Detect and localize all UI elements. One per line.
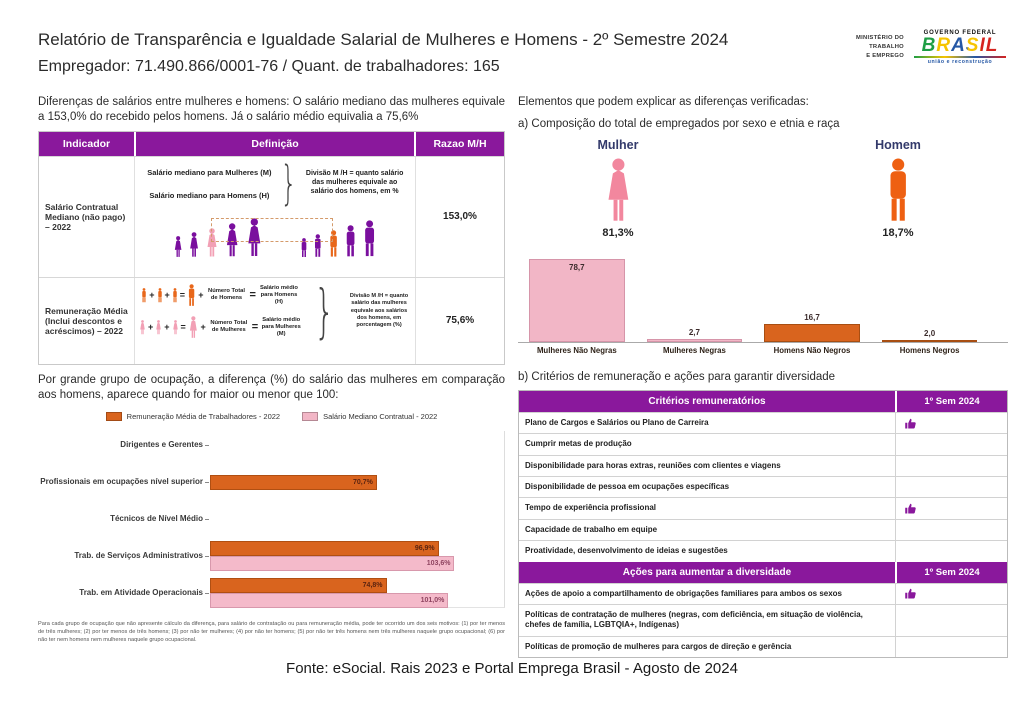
chart-footnote: Para cada grupo de ocupação que não apresente cálculo da diferença, para salário de contratação ou para remuneração média, pode ter ocorrido um dos seis motivos: (1) por ter menos de três mulheres; (2) por ter menos de três homens; (3) por não ter mulheres; (4) por não ter homens; (5) por não ter três homens nem três mulheres naquele grupo ocupacional; (6) por não ter nem homens nem mulheres naquele grupo ocupacional. xyxy=(38,620,505,643)
bar-value-label: 78,7 xyxy=(569,263,585,273)
col-header-indicador: Indicador xyxy=(62,137,111,150)
woman-icon-large xyxy=(188,316,199,339)
criteria-row-status xyxy=(895,434,1007,454)
brasil-logo: BRASIL xyxy=(921,35,999,56)
criteria-row-label: Plano de Cargos e Salários ou Plano de Carreira xyxy=(525,417,709,427)
woman-icon xyxy=(188,232,200,258)
gov-logo-tagline: união e reconstrução xyxy=(927,59,993,65)
ratio-value: 153,0% xyxy=(443,211,477,223)
occupation-row xyxy=(38,538,505,575)
axis-tick xyxy=(205,445,209,446)
occupation-plot xyxy=(210,541,505,571)
occupation-label: Trab. de Serviços Administrativos xyxy=(74,551,203,561)
criteria-title: b) Critérios de remuneração e ações para garantir diversidade xyxy=(518,370,836,383)
criteria-row-status xyxy=(895,541,1007,561)
criteria-table xyxy=(518,390,1008,658)
women-salary-label: Salário médio para Mulheres (M) xyxy=(261,316,301,337)
indicator-table xyxy=(38,131,505,365)
median-men-label: Salário mediano para Homens (H) xyxy=(149,190,270,200)
occupation-bar-chart xyxy=(38,427,505,612)
indicator-table-header xyxy=(39,132,504,156)
criteria-row-status xyxy=(895,584,1007,604)
man-icon xyxy=(157,288,163,303)
bar-pink: 103,6% xyxy=(210,556,454,571)
bar-orange: 96,9% xyxy=(210,541,439,556)
bar-category-label: Mulheres Não Negras xyxy=(536,345,617,355)
bar-orange: 74,8% xyxy=(210,578,387,593)
criteria-row-status xyxy=(895,520,1007,540)
criteria-row xyxy=(519,433,1007,454)
criteria-row-label: Políticas de contratação de mulheres (negras, com deficiência, em situação de violência, chefes de família, LGBTQIA+, Indígenas) xyxy=(525,609,863,630)
man-icon-large xyxy=(187,284,196,307)
criteria-row-label: Disponibilidade de pessoa em ocupações específicas xyxy=(525,481,730,491)
criteria-row xyxy=(519,540,1007,561)
man-icon xyxy=(885,158,911,224)
axis-tick xyxy=(205,482,209,483)
ministry-line: E EMPREGO xyxy=(866,53,904,60)
criteria-row-status xyxy=(895,637,1007,657)
definition-cell xyxy=(134,157,416,277)
flag-color-bar xyxy=(914,56,1006,58)
occupation-row xyxy=(38,427,505,464)
diversity-header xyxy=(519,562,1007,583)
composition-bar xyxy=(647,339,743,342)
criteria-row xyxy=(519,476,1007,497)
criteria-row-status xyxy=(895,498,1007,518)
occupation-label: Trab. em Atividade Operacionais xyxy=(79,588,203,598)
axis-tick xyxy=(205,556,209,557)
criteria-row-label: Capacidade de trabalho em equipe xyxy=(525,524,658,534)
occupation-row xyxy=(38,464,505,501)
criteria-row-status xyxy=(895,477,1007,497)
homem-label: Homem xyxy=(875,137,921,152)
gov-logo-caption: GOVERNO FEDERAL xyxy=(923,30,997,36)
man-icon xyxy=(344,225,357,258)
woman-icon xyxy=(155,320,162,335)
occupation-label: Profissionais em ocupações nível superior xyxy=(40,477,203,487)
definition-cell xyxy=(134,278,416,364)
col-header-definicao: Definição xyxy=(134,132,416,156)
gender-homem xyxy=(823,138,973,239)
median-women-label: Salário mediano para Mulheres (M) xyxy=(147,167,272,177)
axis-tick xyxy=(205,519,209,520)
indicator-label: Remuneração Média (Inclui descontos e acréscimos) – 2022 xyxy=(45,305,128,336)
composition-title: a) Composição do total de empregados por sexo e etnia e raça xyxy=(518,117,840,130)
women-total-label: Número Total de Mulheres xyxy=(210,320,248,334)
woman-icon xyxy=(172,320,179,335)
criteria-row-label: Tempo de experiência profissional xyxy=(525,503,656,513)
mulher-label: Mulher xyxy=(597,137,639,152)
man-icon xyxy=(141,288,147,303)
diversity-header-period: 1º Sem 2024 xyxy=(895,562,1007,583)
bar-category-label: Homens Não Negros xyxy=(773,345,851,355)
right-column xyxy=(518,95,1008,658)
gender-composition xyxy=(518,138,1008,250)
occupation-label: Dirigentes e Gerentes xyxy=(120,440,203,450)
criteria-row xyxy=(519,455,1007,476)
table-row-mediano xyxy=(39,156,504,277)
bar-value-label: 16,7 xyxy=(804,313,820,323)
diversity-header-label: Ações para aumentar a diversidade xyxy=(622,566,792,578)
col-header-razao: Razao M/H xyxy=(433,137,487,150)
governo-federal-logo xyxy=(914,30,1006,65)
legend-swatch xyxy=(302,412,318,421)
division-note: Divisão M /H = quanto salário das mulheres equivale ao salário dos homens, em % xyxy=(305,170,404,195)
occupation-label: Técnicos de Nível Médio xyxy=(110,514,203,524)
legend-label: Remuneração Média de Trabalhadores - 2022 xyxy=(126,411,281,421)
composition-categories xyxy=(518,346,1008,360)
composition-bar xyxy=(882,340,978,342)
woman-icon xyxy=(173,236,183,258)
bar-category-label: Homens Negros xyxy=(899,345,960,355)
bar-category-label: Mulheres Negras xyxy=(662,345,726,355)
criteria-row xyxy=(519,604,1007,636)
source-footer: Fonte: eSocial. Rais 2023 e Portal Emprega Brasil - Agosto de 2024 xyxy=(286,660,738,677)
mulher-percentage: 81,3% xyxy=(602,226,634,239)
ministry-logo xyxy=(856,34,904,62)
thumbs-up-icon xyxy=(904,502,917,515)
man-icon xyxy=(362,220,377,258)
brace-glyph: } xyxy=(280,155,298,210)
header-logos xyxy=(856,30,1006,65)
occupation-row xyxy=(38,501,505,538)
highlight-dashed-frame xyxy=(211,218,333,242)
criteria-header-label: Critérios remuneratórios xyxy=(648,395,766,407)
left-column xyxy=(38,95,505,650)
men-total-label: Número Total de Homens xyxy=(208,288,245,302)
axis-tick xyxy=(205,593,209,594)
bar-value-label: 2,0 xyxy=(924,328,936,338)
chart-legend xyxy=(38,412,505,421)
criteria-row xyxy=(519,519,1007,540)
criteria-row-label: Proatividade, desenvolvimento de ideias e sugestões xyxy=(525,546,728,556)
criteria-row-status xyxy=(895,456,1007,476)
occupation-row xyxy=(38,575,505,612)
legend-swatch xyxy=(106,412,122,421)
men-salary-label: Salário médio para Homens (H) xyxy=(259,284,298,305)
criteria-row-status xyxy=(895,605,1007,636)
criteria-header-period: 1º Sem 2024 xyxy=(895,391,1007,412)
bar-pink: 101,0% xyxy=(210,593,448,608)
criteria-row xyxy=(519,412,1007,433)
woman-icon xyxy=(603,158,634,224)
thumbs-up-icon xyxy=(904,587,917,600)
table-row-media xyxy=(39,277,504,364)
brace-glyph: } xyxy=(314,277,335,346)
criteria-row-label: Cumprir metas de produção xyxy=(525,439,632,449)
page-title: Relatório de Transparência e Igualdade Salarial de Mulheres e Homens - 2º Semestre 2024 xyxy=(38,30,729,49)
salary-difference-intro: Diferenças de salários entre mulheres e homens: O salário mediano das mulheres equivale a 153,0% do recebido pelos homens. Já o salário médio equivalia a 75,6% xyxy=(38,96,505,123)
men-average-equation: + + = + Número Total de Homens = Salário médio para Homens (H) xyxy=(139,284,302,307)
occupation-plot xyxy=(210,475,505,490)
division-note: Divisão M /H = quanto salário das mulheres equivale aos salários dos homens, em porcentagem (%) xyxy=(349,293,409,329)
people-icon-strip xyxy=(139,212,411,258)
criteria-row xyxy=(519,583,1007,604)
bar-orange: 70,7% xyxy=(210,475,377,490)
indicator-label: Salário Contratual Mediano (não pago) – 2022 xyxy=(45,201,126,232)
elements-title: Elementos que podem explicar as diferenças verificadas: xyxy=(518,96,809,108)
criteria-row-label: Disponibilidade para horas extras, reuniões com clientes e viagens xyxy=(525,460,781,470)
occupation-intro: Por grande grupo de ocupação, a diferença (%) do salário das mulheres em comparação aos homens, aparece quando for maior ou menor que 100: xyxy=(38,373,505,401)
composition-bar-chart xyxy=(518,254,1008,343)
composition-bar xyxy=(764,324,860,342)
criteria-row-label: Políticas de promoção de mulheres para cargos de direção e gerência xyxy=(525,641,792,651)
employer-line: Empregador: 71.490.866/0001-76 / Quant. de trabalhadores: 165 xyxy=(38,58,500,75)
criteria-row-status xyxy=(895,413,1007,433)
criteria-row xyxy=(519,636,1007,657)
criteria-header xyxy=(519,391,1007,412)
legend-item xyxy=(106,412,280,421)
thumbs-up-icon xyxy=(904,417,917,430)
legend-label: Salário Mediano Contratual - 2022 xyxy=(323,411,438,421)
woman-icon xyxy=(139,320,146,335)
ministry-line: MINISTÉRIO DO xyxy=(855,34,904,41)
occupation-plot xyxy=(210,578,505,608)
homem-percentage: 18,7% xyxy=(882,226,914,239)
ministry-line: TRABALHO xyxy=(869,43,904,50)
criteria-row xyxy=(519,497,1007,518)
man-icon xyxy=(172,288,178,303)
criteria-row-label: Ações de apoio a compartilhamento de obrigações familiares para ambos os sexos xyxy=(525,588,842,598)
gender-mulher xyxy=(543,138,693,239)
women-average-equation: + + = + Número Total de Mulheres = Salário médio para Mulheres (M) xyxy=(139,316,302,339)
legend-item xyxy=(302,412,437,421)
ratio-value: 75,6% xyxy=(445,315,475,327)
bar-value-label: 2,7 xyxy=(688,328,700,338)
